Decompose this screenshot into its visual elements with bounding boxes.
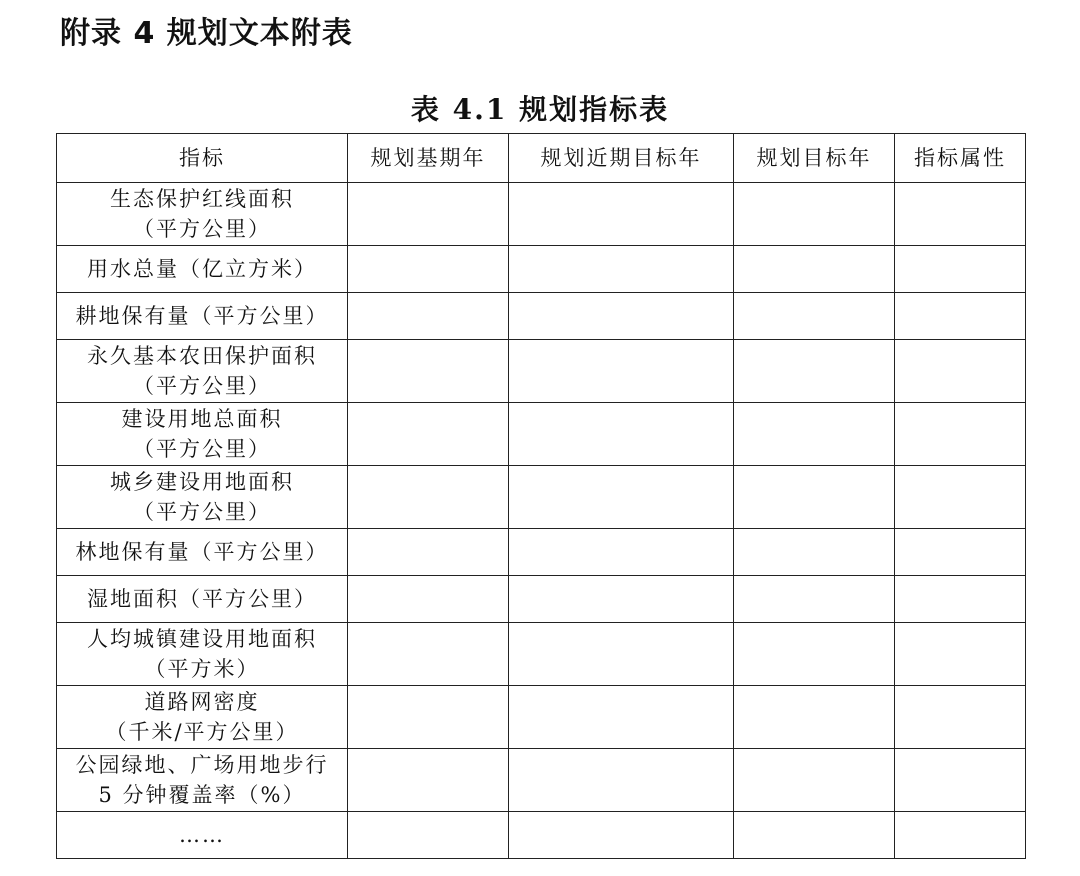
- target-year-cell: [734, 246, 895, 293]
- header-row: [57, 134, 1026, 183]
- header-attribute: 指标属性: [895, 134, 1026, 183]
- near-term-cell: [509, 529, 734, 576]
- target-year-cell: [734, 293, 895, 340]
- near-term-cell: [509, 340, 734, 403]
- near-term-cell: [509, 466, 734, 529]
- near-term-cell: [509, 293, 734, 340]
- table-row: [57, 576, 1026, 623]
- near-term-cell: [509, 183, 734, 246]
- attribute-cell: [895, 529, 1026, 576]
- near-term-cell: [509, 576, 734, 623]
- target-year-cell: [734, 686, 895, 749]
- target-year-cell: [734, 466, 895, 529]
- indicator-cell: 耕地保有量（平方公里）: [57, 293, 348, 340]
- indicator-cell: 湿地面积（平方公里）: [57, 576, 348, 623]
- indicator-cell: 建设用地总面积 （平方公里）: [57, 403, 348, 466]
- base-year-cell: [348, 749, 509, 812]
- header-target-year: 规划目标年: [734, 134, 895, 183]
- indicator-cell: 生态保护红线面积 （平方公里）: [57, 183, 348, 246]
- header-near-term-year: 规划近期目标年: [509, 134, 734, 183]
- target-year-cell: [734, 812, 895, 859]
- indicator-cell: 公园绿地、广场用地步行 5 分钟覆盖率（%）: [57, 749, 348, 812]
- indicator-cell: 城乡建设用地面积 （平方公里）: [57, 466, 348, 529]
- indicator-cell: ……: [57, 812, 348, 859]
- base-year-cell: [348, 466, 509, 529]
- target-year-cell: [734, 403, 895, 466]
- base-year-cell: [348, 529, 509, 576]
- attribute-cell: [895, 749, 1026, 812]
- attribute-cell: [895, 293, 1026, 340]
- base-year-cell: [348, 293, 509, 340]
- indicator-cell: 永久基本农田保护面积 （平方公里）: [57, 340, 348, 403]
- near-term-cell: [509, 623, 734, 686]
- base-year-cell: [348, 623, 509, 686]
- table-row: [57, 183, 1026, 246]
- target-year-cell: [734, 340, 895, 403]
- attribute-cell: [895, 812, 1026, 859]
- table-caption: 表 4.1 规划指标表: [410, 93, 670, 126]
- base-year-cell: [348, 686, 509, 749]
- table-body: [57, 183, 1026, 859]
- near-term-cell: [509, 686, 734, 749]
- base-year-cell: [348, 576, 509, 623]
- attribute-cell: [895, 576, 1026, 623]
- table-row: [57, 403, 1026, 466]
- attribute-cell: [895, 466, 1026, 529]
- near-term-cell: [509, 812, 734, 859]
- indicator-cell: 用水总量（亿立方米）: [57, 246, 348, 293]
- near-term-cell: [509, 246, 734, 293]
- table-row: [57, 812, 1026, 859]
- indicator-table: [56, 133, 1026, 859]
- target-year-cell: [734, 183, 895, 246]
- table-row: [57, 466, 1026, 529]
- base-year-cell: [348, 812, 509, 859]
- attribute-cell: [895, 403, 1026, 466]
- target-year-cell: [734, 623, 895, 686]
- target-year-cell: [734, 576, 895, 623]
- attribute-cell: [895, 246, 1026, 293]
- target-year-cell: [734, 529, 895, 576]
- table-row: [57, 749, 1026, 812]
- appendix-title: 附录 4 规划文本附表: [60, 16, 353, 51]
- target-year-cell: [734, 749, 895, 812]
- indicator-cell: 道路网密度 （千米/平方公里）: [57, 686, 348, 749]
- header-base-year: 规划基期年: [348, 134, 509, 183]
- header-indicator: 指标: [57, 134, 348, 183]
- table-row: [57, 686, 1026, 749]
- table-row: [57, 293, 1026, 340]
- base-year-cell: [348, 183, 509, 246]
- table-row: [57, 529, 1026, 576]
- attribute-cell: [895, 340, 1026, 403]
- table-row: [57, 246, 1026, 293]
- base-year-cell: [348, 246, 509, 293]
- attribute-cell: [895, 183, 1026, 246]
- attribute-cell: [895, 623, 1026, 686]
- near-term-cell: [509, 749, 734, 812]
- indicator-cell: 人均城镇建设用地面积 （平方米）: [57, 623, 348, 686]
- table-header: [57, 134, 1026, 183]
- base-year-cell: [348, 340, 509, 403]
- near-term-cell: [509, 403, 734, 466]
- indicator-cell: 林地保有量（平方公里）: [57, 529, 348, 576]
- table-row: [57, 623, 1026, 686]
- base-year-cell: [348, 403, 509, 466]
- attribute-cell: [895, 686, 1026, 749]
- table-row: [57, 340, 1026, 403]
